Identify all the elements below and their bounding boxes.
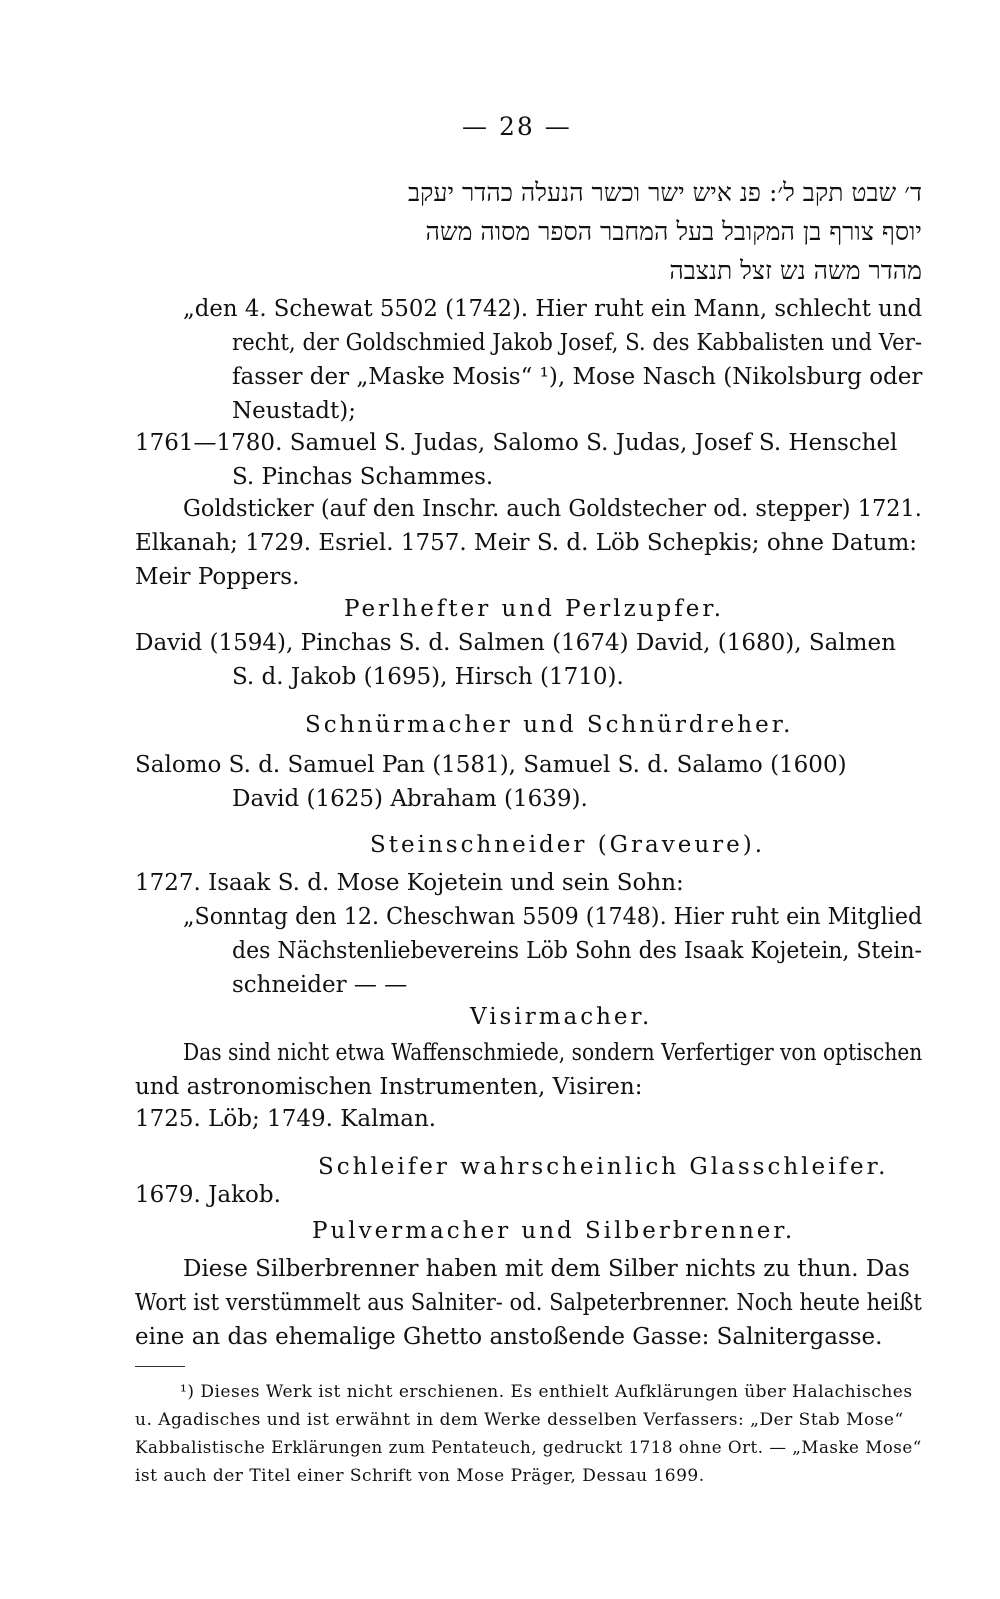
footnote-line: u. Agadisches und ist erwähnt in dem Werke desselben Verfassers: „Der Stab Mose“: [135, 1410, 904, 1430]
text-line: Wort ist verstümmelt aus Salniter- od. Salpeterbrenner. Noch heute heißt: [135, 1290, 922, 1316]
footnote-line: Kabbalistische Erklärungen zum Pentateuch, gedruckt 1718 ohne Ort. — „Maske Mose“: [135, 1438, 922, 1458]
text-line: schneider — —: [232, 972, 408, 998]
text-line: und astronomischen Instrumenten, Visiren:: [135, 1074, 643, 1100]
text-line: 1761—1780. Samuel S. Judas, Salomo S. Judas, Josef S. Henschel: [135, 430, 898, 456]
text-line: eine an das ehemalige Ghetto anstoßende Gasse: Salnitergasse.: [135, 1324, 883, 1350]
text-line: Salomo S. d. Samuel Pan (1581), Samuel S. d. Salamo (1600): [135, 752, 847, 778]
hebrew-line: מהדר משה נש זצל תנצבה: [669, 256, 922, 285]
text-line: „den 4. Schewat 5502 (1742). Hier ruht ein Mann, schlecht und: [183, 296, 923, 322]
section-heading: Schleifer wahrscheinlich Glasschleifer.: [318, 1154, 889, 1180]
text-line: Meir Poppers.: [135, 564, 300, 590]
hebrew-line: ד׳ שבט תקב ל׳: פנ איש ישר וכשר הנעלה כהדר יעקב: [407, 178, 922, 207]
section-heading: Pulvermacher und Silberbrenner.: [312, 1218, 796, 1244]
text-line: Das sind nicht etwa Waffenschmiede, sondern Verfertiger von optischen: [183, 1040, 923, 1066]
text-line: des Nächstenliebevereins Löb Sohn des Isaak Kojetein, Stein-: [232, 938, 922, 964]
text-line: Elkanah; 1729. Esriel. 1757. Meir S. d. Löb Schepkis; ohne Datum:: [135, 530, 918, 556]
footnote-divider: [135, 1366, 185, 1367]
text-line: Goldsticker (auf den Inschr. auch Goldstecher od. stepper) 1721.: [183, 496, 922, 522]
text-line: David (1625) Abraham (1639).: [232, 786, 588, 812]
text-line: David (1594), Pinchas S. d. Salmen (1674) David, (1680), Salmen: [135, 630, 896, 656]
text-line: Neustadt);: [232, 398, 356, 424]
page-number: — 28 —: [462, 112, 572, 141]
hebrew-line: יוסף צורף בן המקובל בעל המחבר הספר מסוה משה: [425, 217, 922, 246]
footnote-line: ¹) Dieses Werk ist nicht erschienen. Es enthielt Aufklärungen über Halachisches: [180, 1382, 913, 1402]
section-heading: Steinschneider (Graveure).: [370, 832, 766, 858]
text-line: S. d. Jakob (1695), Hirsch (1710).: [232, 664, 624, 690]
text-line: 1727. Isaak S. d. Mose Kojetein und sein Sohn:: [135, 870, 684, 896]
text-line: „Sonntag den 12. Cheschwan 5509 (1748). Hier ruht ein Mitglied: [183, 904, 923, 930]
text-line: Diese Silberbrenner haben mit dem Silber nichts zu thun. Das: [183, 1256, 910, 1282]
text-line: 1679. Jakob.: [135, 1182, 281, 1208]
footnote-line: ist auch der Titel einer Schrift von Mose Präger, Dessau 1699.: [135, 1466, 705, 1486]
text-line: recht, der Goldschmied Jakob Josef, S. des Kabbalisten und Ver-: [232, 330, 923, 356]
section-heading: Schnürmacher und Schnürdreher.: [305, 712, 794, 738]
text-line: 1725. Löb; 1749. Kalman.: [135, 1106, 437, 1132]
section-heading: Visirmacher.: [470, 1004, 653, 1030]
text-line: S. Pinchas Schammes.: [232, 464, 494, 490]
text-line: fasser der „Maske Mosis“ ¹), Mose Nasch (Nikolsburg oder: [232, 364, 923, 390]
section-heading: Perlhefter und Perlzupfer.: [344, 596, 725, 622]
